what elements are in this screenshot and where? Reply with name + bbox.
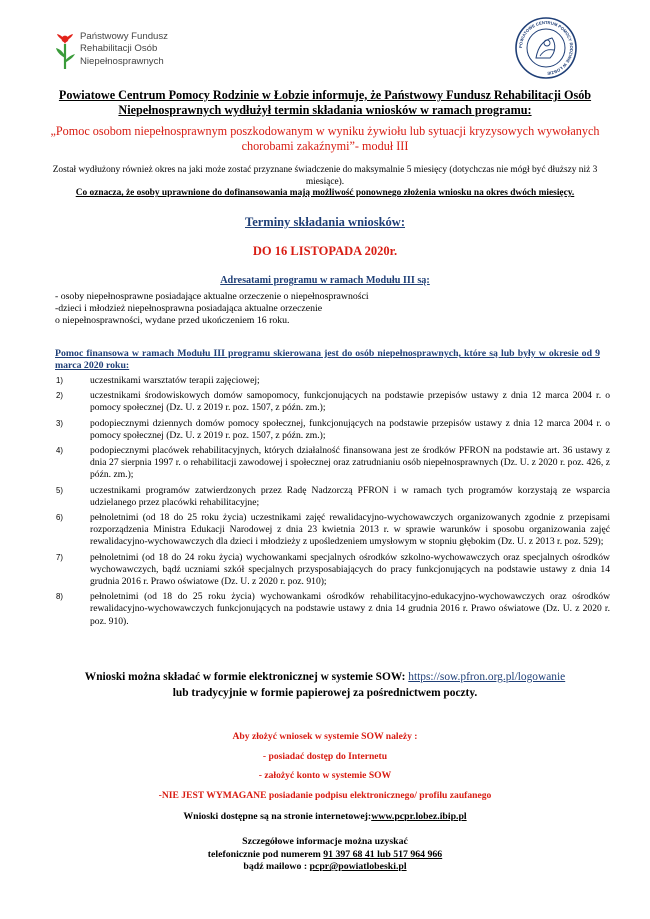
addressees-heading: Adresatami programu w ramach Modułu III są: — [220, 275, 430, 286]
contact-info — [40, 836, 610, 874]
list-number: 1) — [56, 376, 63, 385]
requirement-item: - posiadać dostęp do Internetu — [262, 750, 388, 762]
svg-text:POWIATOWE CENTRUM POMOCY RODZI — [518, 20, 574, 76]
contact-phone-line — [40, 849, 610, 862]
list-number: 6) — [56, 513, 63, 523]
list-item — [55, 445, 610, 482]
sow-submission-info — [40, 670, 610, 701]
sow-requirements — [40, 727, 610, 805]
requirement-item: - założyć konto w systemie SOW — [258, 770, 392, 782]
forms-availability — [40, 811, 610, 822]
pfron-logo-text — [80, 31, 168, 68]
requirement-item: -NIE JEST WYMAGANE posiadanie podpisu elektronicznego/ profilu zaufanego — [158, 789, 492, 801]
list-number: 7) — [56, 552, 63, 562]
logo-line: Niepełnosprawnych — [80, 55, 164, 67]
sow-link[interactable]: https://sow.pfron.org.pl/logowanie — [408, 671, 566, 683]
pfron-flower-icon — [54, 30, 76, 70]
seal-text: POWIATOWE CENTRUM POMOCY RODZINIE W ŁOBZIE — [517, 19, 575, 76]
sow-line-2: lub tradycyjnie w formie papierowej za pośrednictwem poczty. — [172, 686, 478, 699]
list-item-text: uczestnikami środowiskowych domów samopomocy, funkcjonujących na podstawie przepisów ustawy z dnia 12 marca 2004 r. o pomocy społecznej (Dz. U. z 2019 r. poz. 1507, z późn. zm.); — [90, 390, 610, 414]
extension-note — [40, 165, 610, 200]
phone-numbers[interactable]: 91 397 68 41 lub 517 964 966 — [323, 848, 443, 860]
logo-line: Rehabilitacji Osób — [80, 43, 158, 55]
pcpr-website-link[interactable]: www.pcpr.lobez.ibip.pl — [371, 811, 467, 822]
addressee-line: -dzieci i młodzież niepełnosprawna posiadająca aktualne orzeczenie — [55, 303, 323, 315]
extension-note-emphasis: Co oznacza, że osoby uprawnione do dofinansowania mają możliwość ponownego złożenia wniosku na okres dwóch miesięcy. — [75, 188, 575, 199]
list-item — [55, 418, 610, 442]
addressee-line: - osoby niepełnosprawne posiadające aktualne orzeczenie o niepełnosprawności — [55, 291, 369, 302]
list-item — [55, 512, 610, 549]
list-item-text: uczestnikami warsztatów terapii zajęciowej; — [90, 375, 260, 386]
pcpr-seal-logo — [514, 16, 578, 80]
list-item-text: pełnoletnimi (od 18 do 25 roku życia) uczestnikami zajęć rewalidacyjno-wychowawczych organizowanych zgodnie z przepisami rozporządzenia Ministra Edukacji Narodowej z dnia 23 kwietnia 2013 r. w sprawie warunków i sposobu organizowania zajęć rewalidacyjno-wychowawczych dla dzieci i młodzieży z upośledzeniem umysłowym w stopniu głębokim (Dz. U. z 2013 r. poz. 529); — [90, 512, 610, 548]
list-number: 5) — [56, 485, 63, 495]
list-item-text: podopiecznymi placówek rehabilitacyjnych, których działalność finansowana jest ze środków PFRON na podstawie art. 36 ustawy z dnia 27 sierpnia 1997 r. o rehabilitacji zawodowej i społecznej oraz zatrudnianiu osób niepełnosprawnych (Dz. U. z 2020 r. poz. 426, z późn. zm.); — [90, 445, 610, 481]
list-item — [55, 375, 610, 387]
sow-line-prefix: Wnioski można składać w formie elektronicznej w systemie SOW: — [84, 671, 406, 683]
deadline-label: Terminy składania wniosków: — [245, 215, 405, 229]
list-item-text: podopiecznymi dziennych domów pomocy społecznej, funkcjonujących na podstawie przepisów ustawy z dnia 12 marca 2004 r. o pomocy społecznej (Dz. U. z 2019 r. poz. 1507, z późn. zm.); — [90, 417, 610, 441]
list-number: 3) — [56, 418, 63, 428]
availability-prefix: Wnioski dostępne są na stronie internetowej: — [183, 811, 372, 822]
list-number: 2) — [56, 391, 63, 401]
program-name: „Pomoc osobom niepełnosprawnym poszkodowanym w wyniku żywiołu lub sytuacji kryzysowych wywołanych chorobami zakaźnymi”- moduł III — [50, 124, 600, 153]
addressee-line: o niepełnosprawności, wydane przed ukończeniem 16 roku. — [55, 315, 290, 327]
list-item — [55, 552, 610, 589]
email-prefix: bądź mailowo : — [243, 861, 308, 873]
list-item-text: pełnoletnimi (od 18 do 24 roku życia) wychowankami specjalnych ośrodków szkolno-wychowawczych oraz specjalnych ośrodków wychowawczych, bądź uczniami szkół specjalnych przysposabiających do pracy funkcjonujących na podstawie ustawy z dnia 14 grudnia 2016 r. Prawo oświatowe (Dz. U. z 2020 r. poz. 910); — [90, 551, 610, 588]
email-link[interactable]: pcpr@powiatlobeski.pl — [309, 861, 407, 873]
requirements-intro: Aby złożyć wniosek w systemie SOW należy : — [232, 731, 418, 742]
announcement-title: Powiatowe Centrum Pomocy Rodzinie w Łobzie informuje, że Państwowy Fundusz Rehabilitacji Osób Niepełnosprawnych wydłużył termin składania wniosków w ramach programu: — [58, 88, 592, 117]
list-number: 8) — [56, 592, 63, 602]
logo-line: Państwowy Fundusz — [80, 31, 168, 42]
addressees-list — [55, 291, 615, 328]
list-item — [55, 591, 610, 628]
contact-intro: Szczegółowe informacje można uzyskać — [242, 836, 408, 847]
list-number: 4) — [56, 446, 63, 456]
phone-prefix: telefonicznie pod numerem — [207, 848, 321, 860]
contact-email-line — [40, 861, 610, 874]
extension-note-text: Został wydłużony również okres na jaki może zostać przyznane świadczenie do maksymalnie 5 miesięcy (dotychczas nie mógł być dłuższy niż 3 miesiące). — [52, 165, 598, 187]
list-item-text: pełnoletnimi (od 18 do 25 roku życia) wychowankami ośrodków rehabilitacyjno-edukacyjno-wychowawczych oraz ośrodków rewalidacyjno-wychowawczych funkcjonujących na podstawie ustawy z dnia 14 grudnia 2016 r. Prawo oświatowe (Dz. U. z 2020 r. poz. 910). — [90, 591, 610, 627]
list-item — [55, 485, 610, 509]
deadline-date: DO 16 LISTOPADA 2020r. — [252, 244, 398, 258]
list-item-text: uczestnikami programów zatwierdzonych przez Radę Nadzorczą PFRON i w ramach tych programów korzystają ze wsparcia udzielanego przez placówki rehabilitacyjne; — [90, 484, 610, 508]
eligibility-list — [55, 375, 610, 631]
pfron-logo — [54, 30, 194, 70]
list-item — [55, 390, 610, 414]
financial-aid-heading: Pomoc finansowa w ramach Modułu III programu skierowana jest do osób niepełnosprawnych, które są lub były w okresie od 9 marca 2020 roku: — [55, 348, 600, 371]
